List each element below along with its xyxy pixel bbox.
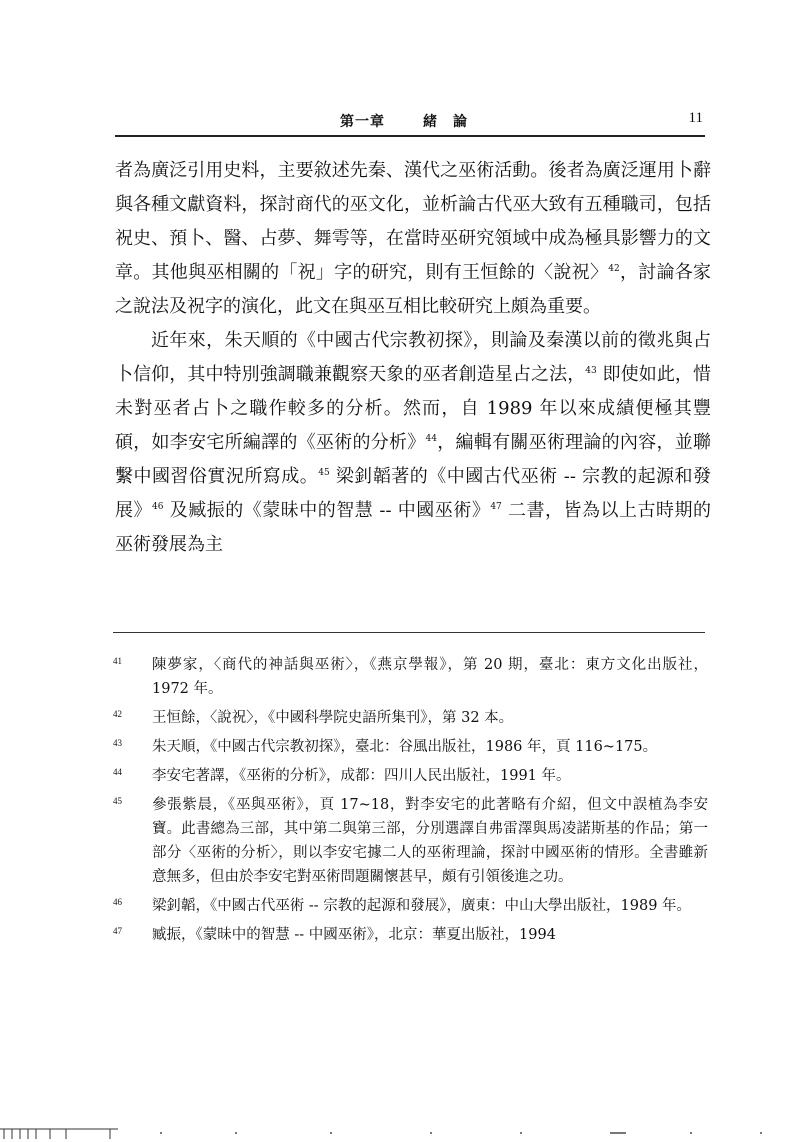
footnote-separator [113, 632, 705, 633]
footnote-ref-43[interactable]: 43 [585, 366, 597, 376]
footnote-45 [113, 793, 708, 889]
running-header-title [340, 111, 468, 131]
page-number: 11 [688, 110, 703, 126]
chapter-label: 第一章 [340, 114, 385, 130]
scan-dot [430, 1132, 432, 1134]
header-rule [115, 135, 705, 137]
paragraph-2-text-c: ，編輯有關巫術理論的內容，並聯繫中國習俗實況所寫成。 [115, 432, 712, 487]
footnote-text: 臧振，《蒙昧中的智慧 -- 中國巫術》，北京：華夏出版社，1994 [152, 927, 556, 943]
footnote-ref-45[interactable]: 45 [318, 468, 330, 478]
footnote-number: 45 [113, 796, 122, 806]
scan-dot [160, 1132, 162, 1134]
paragraph-2-text-b: 即使如此，惜未對巫者占卜之職作較多的分析。然而，自 1989 年以來成績便極其豐碩，如李安宅所編譯的《巫術的分析》 [115, 364, 711, 453]
footnote-text: 王恒餘，〈說祝〉，《中國科學院史語所集刊》，第 32 本。 [152, 710, 514, 726]
paragraph-1-text: 者為廣泛引用史料，主要敘述先秦、漢代之巫術活動。後者為廣泛運用卜辭與各種文獻資料，探討商代的巫文化，並析論古代巫大致有五種職司，包括祝史、預卜、醫、占夢、舞雩等，在當時巫研究領域中成為極具影響力的文章。其他與巫相關的「祝」字的研究，則有王恒餘的〈說祝〉 [115, 160, 711, 283]
footnote-text: 梁釗韜，《中國古代巫術 -- 宗教的起源和發展》，廣東：中山大學出版社，1989 年。 [152, 898, 692, 914]
scan-edge-marks [0, 1118, 797, 1142]
paragraph-1 [115, 154, 711, 324]
scan-dot [330, 1132, 332, 1134]
footnote-text: 朱天順，《中國古代宗教初探》，臺北：谷風出版社，1986 年，頁 116~175。 [152, 739, 658, 755]
footnote-46 [113, 894, 708, 918]
footnotes [113, 653, 708, 952]
footnote-number: 41 [113, 656, 122, 666]
footnote-number: 43 [113, 738, 122, 748]
footnote-ref-47[interactable]: 47 [490, 502, 502, 512]
main-text [115, 154, 711, 562]
footnote-number: 47 [113, 926, 122, 936]
running-header [115, 111, 705, 139]
footnote-text: 參張紫晨，《巫與巫術》，頁 17~18，對李安宅的此著略有介紹，但文中誤植為李安寶。此書總為三部，其中第二與第三部，分別選譯自弗雷澤與馬凌諾斯基的作品；第一部分〈巫術的分析〉，則以李安宅據二人的巫術理論，探討中國巫術的情形。全書雖新意無多，但由於李安宅對巫術問題關懷甚早，頗有引領後進之功。 [152, 797, 708, 885]
paragraph-1-tail: ，討論各家之說法及祝字的演化，此文在與巫互相比較研究上頗為重要。 [115, 262, 712, 317]
chapter-title: 緒 論 [423, 114, 468, 130]
paragraph-2-text-a: 近年來，朱天順的《中國古代宗教初探》，則論及秦漢以前的徵兆與占卜信仰，其中特別強調職兼觀察天象的巫者創造星占之法， [115, 330, 711, 385]
footnote-text: 李安宅著譯，《巫術的分析》，成都：四川人民出版社，1991 年。 [152, 768, 571, 784]
scan-dot [520, 1132, 522, 1134]
footnote-number: 42 [113, 709, 122, 719]
footnote-43 [113, 735, 708, 759]
scan-dash [610, 1132, 626, 1134]
footnote-ref-42[interactable]: 42 [608, 264, 620, 274]
footnote-text: 陳夢家，〈商代的神話與巫術〉，《燕京學報》，第 20 期，臺北：東方文化出版社，1972 年。 [152, 657, 708, 697]
footnote-number: 44 [113, 767, 122, 777]
paragraph-2 [115, 324, 711, 562]
scan-dot [235, 1132, 237, 1134]
footnote-41 [113, 653, 708, 701]
footnote-number: 46 [113, 897, 122, 907]
paragraph-2-text-f: 二書，皆為以上古時期的巫術發展為主 [115, 500, 712, 555]
scan-dot [690, 1132, 692, 1134]
scan-dot [760, 1132, 762, 1134]
paragraph-2-text-d: 梁釗韜著的《中國古代巫術 -- 宗教的起源和發展》 [115, 466, 712, 521]
footnote-44 [113, 764, 708, 788]
footnote-ref-46[interactable]: 46 [152, 502, 164, 512]
footnote-47 [113, 923, 708, 947]
paragraph-2-text-e: 及臧振的《蒙昧中的智慧 -- 中國巫術》 [163, 500, 491, 521]
footnote-42 [113, 706, 708, 730]
scan-ruler-mark [0, 1126, 118, 1140]
footnote-ref-44[interactable]: 44 [425, 434, 437, 444]
